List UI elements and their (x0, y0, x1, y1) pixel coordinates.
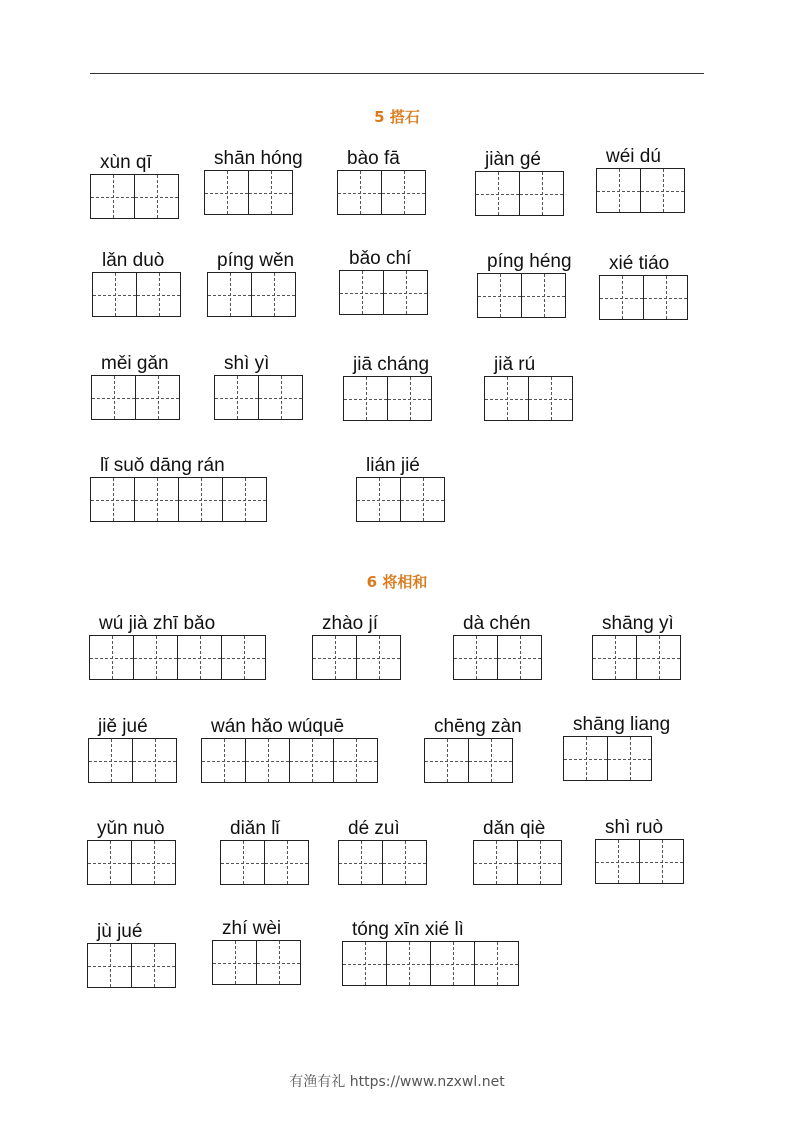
writing-cell[interactable] (477, 273, 522, 318)
tian-grid (87, 840, 176, 885)
writing-cell[interactable] (339, 270, 384, 315)
tian-grid (312, 635, 401, 680)
word-item (214, 353, 303, 420)
top-rule (90, 73, 704, 74)
writing-cell[interactable] (517, 840, 562, 885)
writing-cell[interactable] (132, 738, 177, 783)
writing-cell[interactable] (424, 738, 469, 783)
word-item (356, 455, 445, 522)
pinyin-label: dǎn qiè (483, 818, 546, 839)
writing-cell[interactable] (131, 840, 176, 885)
word-item (204, 148, 303, 215)
word-item (453, 613, 542, 680)
writing-cell[interactable] (639, 839, 684, 884)
word-item (337, 148, 426, 215)
tian-grid (212, 940, 301, 985)
writing-cell[interactable] (519, 171, 564, 216)
writing-cell[interactable] (468, 738, 513, 783)
pinyin-label: píng wěn (217, 250, 295, 271)
pinyin-label: dé zuì (348, 818, 400, 839)
word-item (212, 918, 301, 985)
pinyin-label: wán hǎo wúquē (211, 716, 345, 737)
writing-cell[interactable] (258, 375, 303, 420)
tian-grid (207, 272, 296, 317)
word-item (343, 354, 432, 421)
writing-cell[interactable] (475, 171, 520, 216)
pinyin-label: bǎo chí (349, 248, 412, 269)
tian-grid (220, 840, 309, 885)
pinyin-label: dà chén (463, 613, 531, 634)
writing-cell[interactable] (92, 272, 137, 317)
tian-grid (91, 375, 180, 420)
tian-grid (453, 635, 542, 680)
pinyin-label: měi gǎn (101, 353, 169, 374)
word-item (90, 455, 267, 522)
writing-cell[interactable] (342, 941, 387, 986)
writing-cell[interactable] (178, 477, 223, 522)
word-item (475, 149, 564, 216)
pinyin-label: jiě jué (98, 716, 148, 737)
pinyin-label: shì ruò (605, 817, 664, 838)
writing-cell[interactable] (381, 170, 426, 215)
writing-cell[interactable] (497, 635, 542, 680)
pinyin-label: jiàn gé (485, 149, 541, 170)
pinyin-label: jù jué (97, 921, 143, 942)
writing-cell[interactable] (473, 840, 518, 885)
pinyin-label: shāng yì (602, 613, 674, 634)
writing-cell[interactable] (204, 170, 249, 215)
tian-grid (88, 738, 177, 783)
pinyin-label: xié tiáo (609, 253, 670, 274)
writing-cell[interactable] (453, 635, 498, 680)
writing-cell[interactable] (90, 174, 135, 219)
tian-grid (599, 275, 688, 320)
word-item (599, 253, 688, 320)
writing-cell[interactable] (386, 941, 431, 986)
writing-cell[interactable] (643, 275, 688, 320)
word-item (592, 613, 681, 680)
writing-cell[interactable] (245, 738, 290, 783)
writing-cell[interactable] (356, 635, 401, 680)
tian-grid (563, 736, 652, 781)
writing-cell[interactable] (400, 477, 445, 522)
tian-grid (89, 635, 266, 680)
writing-cell[interactable] (382, 840, 427, 885)
writing-cell[interactable] (636, 635, 681, 680)
pinyin-label: yǔn nuò (97, 818, 165, 839)
writing-cell[interactable] (91, 375, 136, 420)
pinyin-label: shì yì (224, 353, 270, 374)
writing-cell[interactable] (222, 477, 267, 522)
writing-cell[interactable] (221, 635, 266, 680)
pinyin-label: jiā cháng (353, 354, 430, 375)
writing-cell[interactable] (356, 477, 401, 522)
writing-cell[interactable] (387, 376, 432, 421)
tian-grid (92, 272, 181, 317)
writing-cell[interactable] (343, 376, 388, 421)
word-item (563, 714, 671, 781)
tian-grid (343, 376, 432, 421)
writing-cell[interactable] (563, 736, 608, 781)
writing-cell[interactable] (134, 477, 179, 522)
writing-cell[interactable] (207, 272, 252, 317)
pinyin-label: shāng liang (573, 714, 671, 735)
writing-cell[interactable] (212, 940, 257, 985)
tian-grid (90, 174, 179, 219)
writing-cell[interactable] (474, 941, 519, 986)
footer-watermark: 有渔有礼 https://www.nzxwl.net (289, 1074, 505, 1090)
word-item (338, 818, 427, 885)
pinyin-label: wéi dú (606, 146, 661, 167)
writing-cell[interactable] (135, 375, 180, 420)
pinyin-label: píng héng (487, 251, 572, 272)
writing-cell[interactable] (248, 170, 293, 215)
section-title-6: 6 将相和 (366, 573, 428, 591)
word-item (596, 146, 685, 213)
pinyin-label: zhí wèi (222, 918, 282, 939)
word-item (477, 251, 572, 318)
word-item (87, 818, 176, 885)
tian-grid (424, 738, 513, 783)
writing-cell[interactable] (87, 840, 132, 885)
writing-cell[interactable] (131, 943, 176, 988)
word-item (89, 613, 266, 680)
writing-cell[interactable] (136, 272, 181, 317)
writing-cell[interactable] (640, 168, 685, 213)
tian-grid (356, 477, 445, 522)
word-item (87, 921, 176, 988)
tian-grid (339, 270, 428, 315)
writing-cell[interactable] (383, 270, 428, 315)
writing-cell[interactable] (90, 477, 135, 522)
pinyin-label: chēng zàn (434, 716, 522, 737)
writing-cell[interactable] (430, 941, 475, 986)
writing-cell[interactable] (177, 635, 222, 680)
word-item (88, 716, 177, 783)
writing-cell[interactable] (312, 635, 357, 680)
writing-cell[interactable] (201, 738, 246, 783)
section-title-5: 5 搭石 (374, 108, 420, 126)
pinyin-label: lǎn duò (102, 250, 165, 271)
writing-cell[interactable] (484, 376, 529, 421)
pinyin-label: lián jié (366, 455, 420, 476)
writing-cell[interactable] (134, 174, 179, 219)
tian-grid (201, 738, 378, 783)
word-item (473, 818, 562, 885)
word-item (339, 248, 428, 315)
writing-cell[interactable] (333, 738, 378, 783)
tian-grid (342, 941, 519, 986)
tian-grid (592, 635, 681, 680)
writing-cell[interactable] (88, 738, 133, 783)
writing-cell[interactable] (521, 273, 566, 318)
writing-cell[interactable] (214, 375, 259, 420)
tian-grid (90, 477, 267, 522)
tian-grid (596, 168, 685, 213)
word-item (92, 250, 181, 317)
writing-cell[interactable] (528, 376, 573, 421)
writing-cell[interactable] (337, 170, 382, 215)
word-item (484, 354, 573, 421)
word-item (424, 716, 522, 783)
writing-cell[interactable] (264, 840, 309, 885)
writing-cell[interactable] (87, 943, 132, 988)
tian-grid (473, 840, 562, 885)
word-item (91, 353, 180, 420)
tian-grid (338, 840, 427, 885)
writing-cell[interactable] (251, 272, 296, 317)
tian-grid (595, 839, 684, 884)
word-item (201, 716, 378, 783)
pinyin-label: bào fā (347, 148, 400, 169)
tian-grid (477, 273, 566, 318)
word-item (90, 152, 179, 219)
pinyin-label: tóng xīn xié lì (352, 919, 464, 940)
word-item (342, 919, 519, 986)
word-item (220, 818, 309, 885)
writing-cell[interactable] (596, 168, 641, 213)
pinyin-label: wú jià zhī bǎo (99, 613, 216, 634)
writing-cell[interactable] (89, 635, 134, 680)
writing-cell[interactable] (289, 738, 334, 783)
pinyin-label: diǎn lǐ (230, 818, 280, 839)
tian-grid (87, 943, 176, 988)
tian-grid (214, 375, 303, 420)
writing-cell[interactable] (595, 839, 640, 884)
writing-cell[interactable] (220, 840, 265, 885)
tian-grid (337, 170, 426, 215)
tian-grid (204, 170, 293, 215)
pinyin-label: shān hóng (214, 148, 303, 169)
word-item (595, 817, 684, 884)
word-item (312, 613, 401, 680)
pinyin-label: xùn qī (100, 152, 152, 173)
writing-cell[interactable] (592, 635, 637, 680)
writing-cell[interactable] (599, 275, 644, 320)
tian-grid (484, 376, 573, 421)
writing-cell[interactable] (338, 840, 383, 885)
writing-cell[interactable] (133, 635, 178, 680)
pinyin-label: jiǎ rú (494, 354, 536, 375)
pinyin-label: zhào jí (322, 613, 378, 634)
word-item (207, 250, 296, 317)
tian-grid (475, 171, 564, 216)
writing-cell[interactable] (607, 736, 652, 781)
pinyin-label: lǐ suǒ dāng rán (100, 455, 225, 476)
writing-cell[interactable] (256, 940, 301, 985)
